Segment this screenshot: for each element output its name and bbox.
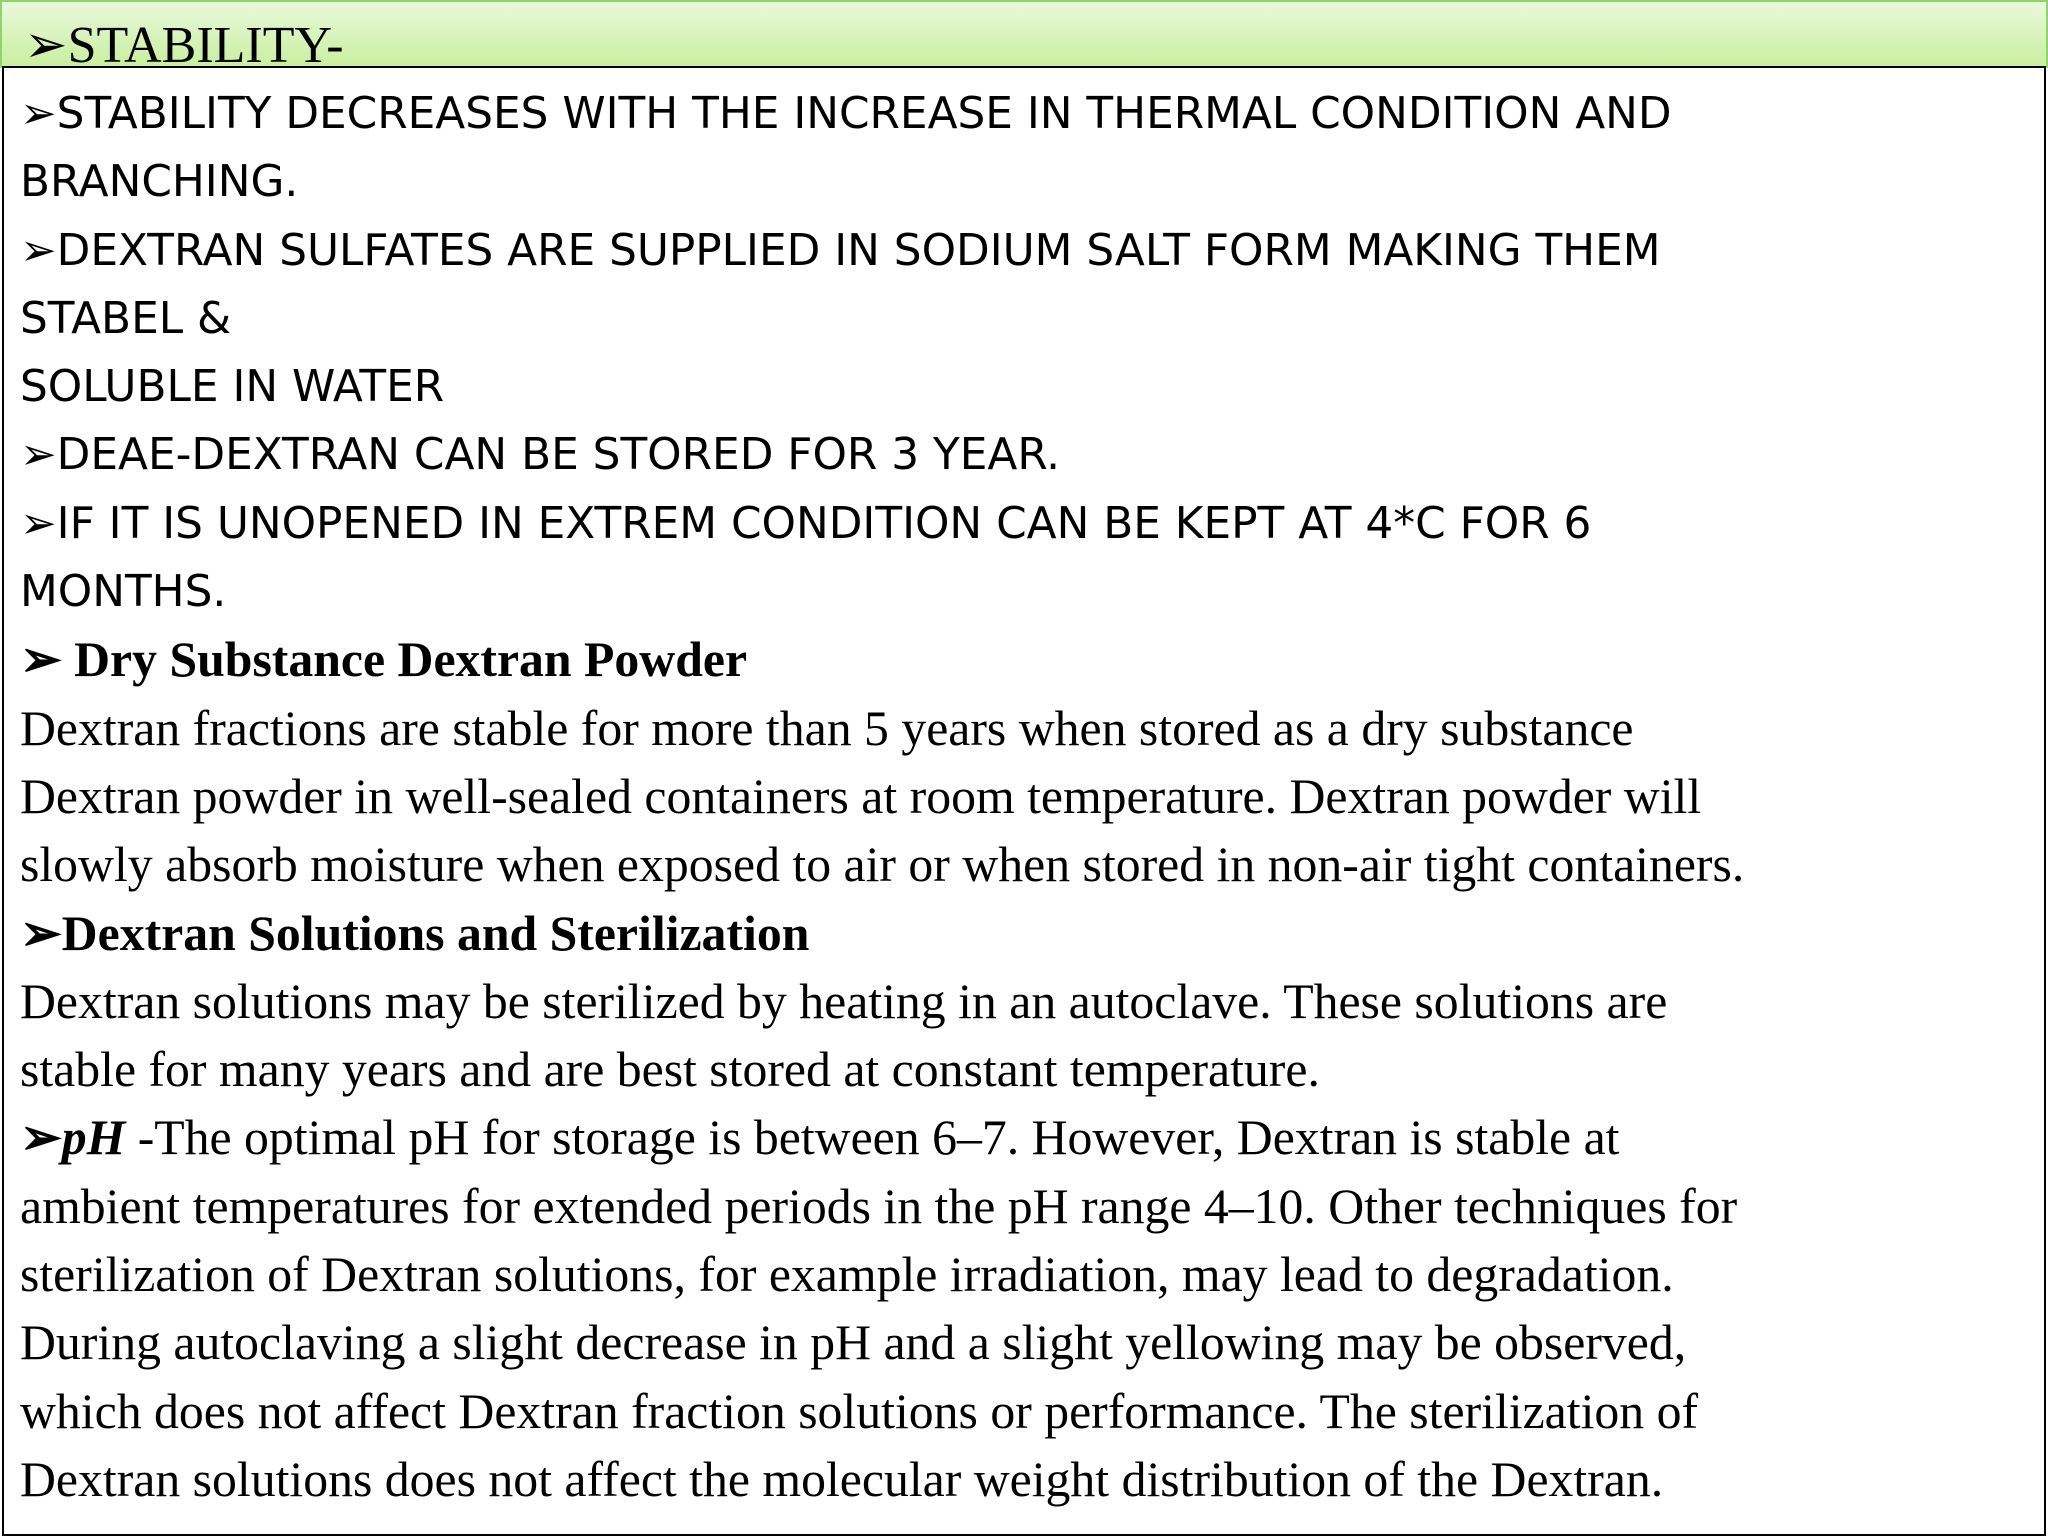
slide-title-bar bbox=[0, 0, 2048, 74]
bullet-stability-decreases: ➢STABILITY DECREASES WITH THE INCREASE IN THERMAL CONDITION AND bbox=[20, 88, 1672, 139]
text-line: sterilization of Dextran solutions, for example irradiation, may lead to degradation. bbox=[20, 1247, 1674, 1303]
text-line: Dextran powder in well-sealed containers at room temperature. Dextran powder will bbox=[20, 768, 1702, 824]
slide-title: ➢STABILITY- bbox=[24, 17, 344, 74]
text-line: BRANCHING. bbox=[20, 156, 299, 208]
text-line: During autoclaving a slight decrease in pH and a slight yellowing may be observed, bbox=[20, 1315, 1687, 1371]
text-line: which does not affect Dextran fraction solutions or performance. The sterilization of bbox=[20, 1383, 1699, 1439]
heading-solutions-sterilization: ➢Dextran Solutions and Sterilization bbox=[20, 905, 810, 961]
ph-label: pH bbox=[61, 1110, 126, 1166]
text-line: slowly absorb moisture when exposed to air or when stored in non-air tight containers. bbox=[20, 837, 1745, 893]
text-line: Dextran solutions does not affect the molecular weight distribution of the Dextran. bbox=[20, 1451, 1664, 1507]
ph-text: -The optimal pH for storage is between 6–7. However, Dextran is stable at bbox=[125, 1110, 1620, 1166]
text-line: ambient temperatures for extended periods in the pH range 4–10. Other techniques for bbox=[20, 1178, 1738, 1234]
text-line: SOLUBLE IN WATER bbox=[20, 361, 445, 413]
body-text bbox=[20, 80, 2030, 1514]
ph-line bbox=[20, 1104, 2030, 1172]
text-line: MONTHS. bbox=[20, 566, 227, 618]
heading-dry-substance: ➢ Dry Substance Dextran Powder bbox=[20, 632, 748, 688]
text-line: stable for many years and are best stored at constant temperature. bbox=[20, 1042, 1320, 1098]
ph-bullet-arrow: ➢ bbox=[20, 1110, 62, 1166]
text-line: STABEL & bbox=[20, 292, 232, 344]
text-line: Dextran fractions are stable for more than 5 years when stored as a dry substance bbox=[20, 700, 1634, 756]
bullet-deae-dextran: ➢DEAE-DEXTRAN CAN BE STORED FOR 3 YEAR. bbox=[20, 429, 1061, 481]
bullet-unopened-condition: ➢IF IT IS UNOPENED IN EXTREM CONDITION CAN BE KEPT AT 4*C FOR 6 bbox=[20, 497, 1592, 549]
bullet-dextran-sulfates: ➢DEXTRAN SULFATES ARE SUPPLIED IN SODIUM SALT FORM MAKING THEM bbox=[20, 224, 1661, 276]
text-line: Dextran solutions may be sterilized by heating in an autoclave. These solutions are bbox=[20, 973, 1668, 1029]
